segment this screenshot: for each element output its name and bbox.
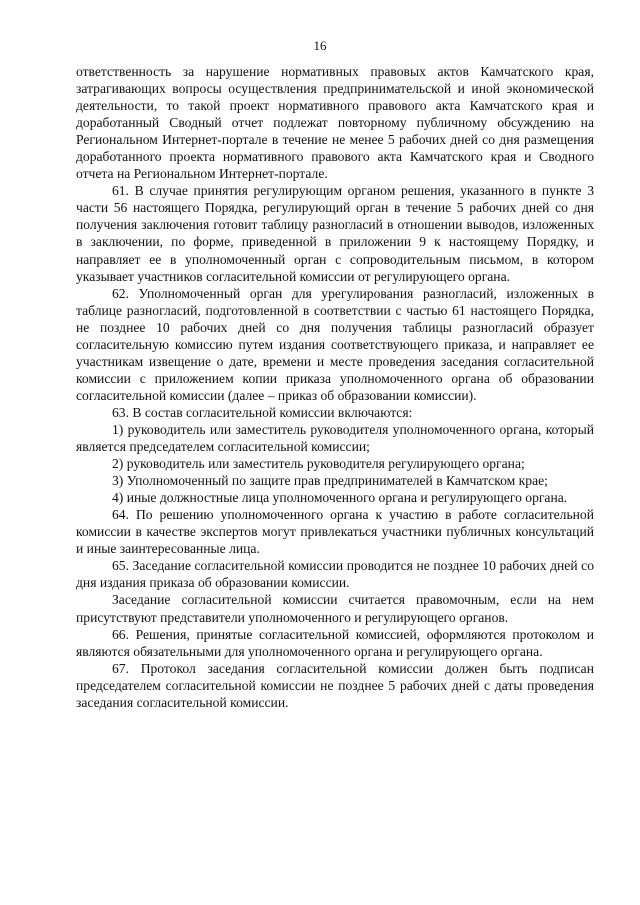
paragraph-62: 62. Уполномоченный орган для урегулирования разногласий, изложенных в таблице разногласий, подготовленной в соответствии с частью 61 настоящего Порядка, не позднее 10 рабочих дней со дня получения таблицы разногласий образует согласительную комиссию путем издания соответствующего приказа, и направляет ее участникам извещение о дате, времени и месте проведения заседания согласительной комиссии с приложением копии приказа уполномоченного органа об образовании согласительной комиссии (далее – приказ об образовании комиссии).	[76, 285, 594, 403]
document-body	[76, 63, 594, 711]
paragraph-63: 63. В состав согласительной комиссии включаются:	[112, 404, 413, 420]
list-item-63-1: 1) руководитель или заместитель руководителя уполномоченного органа, который является председателем согласительной комиссии;	[76, 421, 594, 455]
paragraph-61: 61. В случае принятия регулирующим органом решения, указанного в пункте 3 части 56 настоящего Порядка, регулирующий орган в течение 5 рабочих дней со дня получения заключения готовит таблицу разногласий в отношении выводов, изложенных в заключении, по форме, приведенной в приложении 9 к настоящему Порядку, и направляет ее в уполномоченный орган с сопроводительным письмом, в котором указывает участников согласительной комиссии от регулирующего органа.	[76, 183, 594, 284]
paragraph-65-quorum: Заседание согласительной комиссии считается правомочным, если на нем присутствуют представители уполномоченного и регулирующего органов.	[76, 592, 594, 625]
page-number: 16	[313, 38, 327, 53]
paragraph-67: 67. Протокол заседания согласительной комиссии должен быть подписан председателем согласительной комиссии не позднее 5 рабочих дней с даты проведения заседания согласительной комиссии.	[76, 660, 594, 710]
paragraph-continuation: ответственность за нарушение нормативных правовых актов Камчатского края, затрагивающих вопросы осуществления предпринимательской и иной экономической деятельности, то такой проект нормативного правового акта Камчатского края и доработанный Сводный отчет подлежат повторному публичному обсуждению на Региональном Интернет-портале в течение не менее 5 рабочих дней со дня размещения доработанного проекта нормативного правового акта Камчатского края и Сводного отчета на Региональном Интернет-портале.	[76, 64, 594, 182]
paragraph-64: 64. По решению уполномоченного органа к участию в работе согласительной комиссии в качестве экспертов могут привлекаться участники публичных консультаций и иные заинтересованные лица.	[76, 507, 594, 557]
paragraph-65: 65. Заседание согласительной комиссии проводится не позднее 10 рабочих дней со дня издания приказа об образовании комиссии.	[76, 558, 594, 591]
list-item-63-2: 2) руководитель или заместитель руководителя регулирующего органа;	[112, 456, 525, 472]
list-item-63-4: 4) иные должностные лица уполномоченного органа и регулирующего органа.	[112, 490, 568, 506]
list-item-63-3: 3) Уполномоченный по защите прав предпринимателей в Камчатском крае;	[112, 473, 548, 489]
paragraph-66: 66. Решения, принятые согласительной комиссией, оформляются протоколом и являются обязательными для уполномоченного органа и регулирующего органа.	[76, 626, 594, 659]
